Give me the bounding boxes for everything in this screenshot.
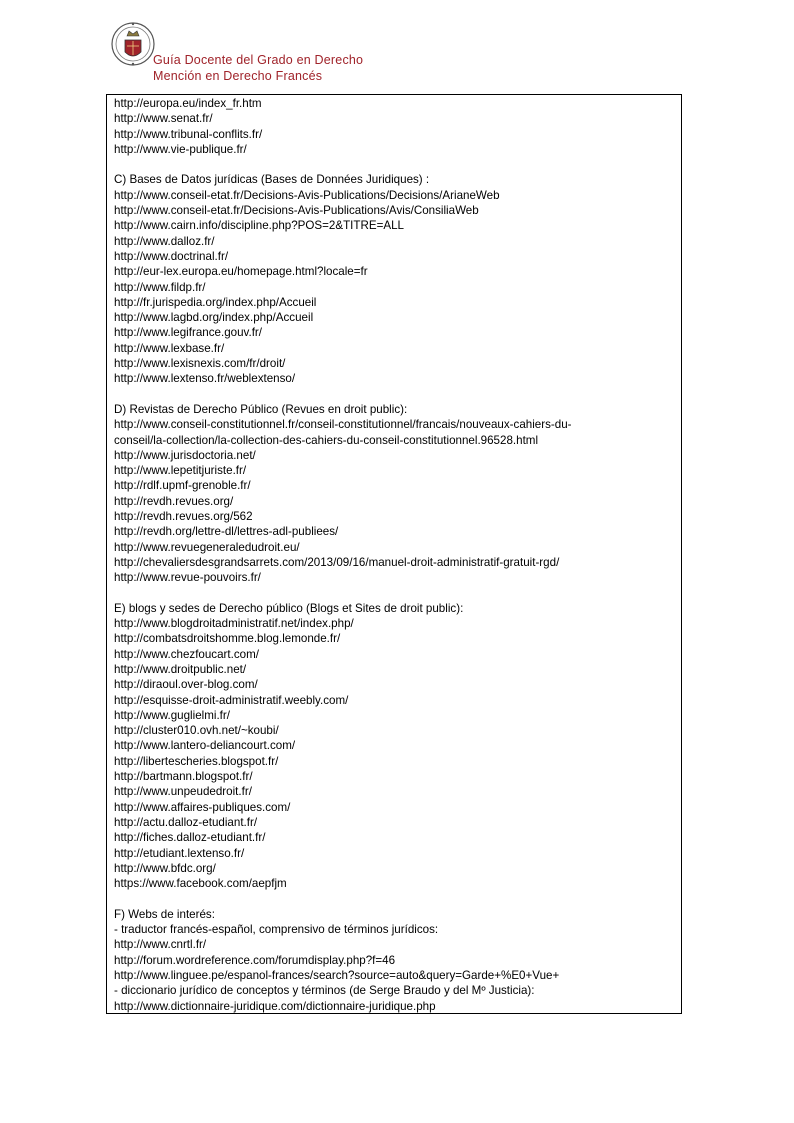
text-line: - traductor francés-español, comprensivo de términos jurídicos: — [114, 923, 439, 937]
link-text: http://www.conseil-etat.fr/Decisions-Avis-Publications/Avis/ConsiliaWeb — [114, 204, 479, 218]
link-text: http://www.tribunal-conflits.fr/ — [114, 127, 263, 141]
link-text: http://eur-lex.europa.eu/homepage.html?locale=fr — [114, 265, 368, 279]
link-text: http://combatsdroitshomme.blog.lemonde.fr/ — [114, 632, 341, 646]
link-text: http://www.lantero-deliancourt.com/ — [114, 739, 296, 753]
link-text: http://chevaliersdesgrandsarrets.com/2013/09/16/manuel-droit-administratif-gratuit-rgd/ — [114, 555, 560, 569]
link-text: http://revdh.org/lettre-dl/lettres-adl-publiees/ — [114, 525, 339, 539]
link-text: http://www.blogdroitadministratif.net/index.php/ — [114, 617, 354, 631]
link-text: http://forum.wordreference.com/forumdisplay.php?f=46 — [114, 953, 396, 967]
university-seal-icon — [110, 14, 156, 74]
link-text: http://www.affaires-publiques.com/ — [114, 800, 291, 814]
link-text: http://www.unpeudedroit.fr/ — [114, 785, 252, 799]
text-line: conseil/la-collection/la-collection-des-cahiers-du-conseil-constitutionnel.96528.html — [114, 433, 539, 447]
link-text: http://www.dictionnaire-juridique.com/dictionnaire-juridique.php — [114, 999, 436, 1013]
link-text: http://www.bfdc.org/ — [114, 861, 216, 875]
link-text: http://www.cnrtl.fr/ — [114, 938, 207, 952]
section-heading: F) Webs de interés: — [114, 907, 215, 921]
text-line: - diccionario jurídico de conceptos y términos (de Serge Braudo y del Mº Justicia): — [114, 984, 535, 998]
link-text: http://www.lextenso.fr/weblextenso/ — [114, 372, 296, 386]
link-text: http://diraoul.over-blog.com/ — [114, 678, 258, 692]
content-box — [106, 94, 682, 1014]
header-line-1: Guía Docente del Grado en Derecho — [153, 53, 364, 67]
link-text: http://www.conseil-etat.fr/Decisions-Avis-Publications/Decisions/ArianeWeb — [114, 188, 500, 202]
link-text: http://www.lexbase.fr/ — [114, 341, 225, 355]
section-heading: E) blogs y sedes de Derecho público (Blogs et Sites de droit public): — [114, 601, 464, 615]
header-title — [153, 52, 363, 84]
link-text: http://www.chezfoucart.com/ — [114, 647, 259, 661]
link-text: http://revdh.revues.org/562 — [114, 510, 253, 524]
link-text: http://www.dalloz.fr/ — [114, 234, 215, 248]
blank-line — [114, 586, 679, 601]
link-text: http://bartmann.blogspot.fr/ — [114, 770, 253, 784]
link-text: http://www.fildp.fr/ — [114, 280, 206, 294]
section-heading: D) Revistas de Derecho Público (Revues en droit public): — [114, 402, 408, 416]
link-text: http://www.droitpublic.net/ — [114, 662, 247, 676]
link-text: http://www.revuegeneraledudroit.eu/ — [114, 540, 300, 554]
link-text: http://europa.eu/index_fr.htm — [114, 97, 262, 110]
link-list — [114, 96, 679, 1014]
link-text: http://actu.dalloz-etudiant.fr/ — [114, 815, 258, 829]
link-text: http://cluster010.ovh.net/~koubi/ — [114, 724, 279, 738]
blank-line — [114, 891, 679, 906]
link-text: http://esquisse-droit-administratif.weebly.com/ — [114, 693, 349, 707]
link-text: https://www.facebook.com/aepfjm — [114, 877, 287, 891]
section-heading: C) Bases de Datos jurídicas (Bases de Données Juridiques) : — [114, 173, 430, 187]
link-text: http://www.legifrance.gouv.fr/ — [114, 326, 262, 340]
link-text: http://fr.jurispedia.org/index.php/Accueil — [114, 295, 317, 309]
link-text: http://libertescheries.blogspot.fr/ — [114, 754, 279, 768]
link-text: http://www.lagbd.org/index.php/Accueil — [114, 311, 314, 325]
link-text: http://www.doctrinal.fr/ — [114, 249, 229, 263]
link-text: http://www.jurisdoctoria.net/ — [114, 448, 256, 462]
page-header — [110, 14, 510, 86]
link-text: http://www.lepetitjuriste.fr/ — [114, 464, 247, 478]
link-text: http://www.conseil-constitutionnel.fr/conseil-constitutionnel/francais/nouveaux-cahiers-du- — [114, 418, 572, 432]
link-text: http://fiches.dalloz-etudiant.fr/ — [114, 831, 266, 845]
link-text: http://www.revue-pouvoirs.fr/ — [114, 571, 261, 585]
link-text: http://www.cairn.info/discipline.php?POS=2&TITRE=ALL — [114, 219, 404, 233]
blank-line — [114, 157, 679, 172]
link-text: http://www.senat.fr/ — [114, 112, 213, 126]
link-text: http://www.lexisnexis.com/fr/droit/ — [114, 357, 286, 371]
blank-line — [114, 387, 679, 402]
link-text: http://rdlf.upmf-grenoble.fr/ — [114, 479, 251, 493]
link-text: http://www.vie-publique.fr/ — [114, 142, 247, 156]
link-text: http://www.guglielmi.fr/ — [114, 708, 230, 722]
header-line-2: Mención en Derecho Francés — [153, 69, 323, 83]
link-text: http://etudiant.lextenso.fr/ — [114, 846, 245, 860]
link-text: http://www.linguee.pe/espanol-frances/search?source=auto&query=Garde+%E0+Vue+ — [114, 968, 560, 982]
link-text: http://revdh.revues.org/ — [114, 494, 234, 508]
